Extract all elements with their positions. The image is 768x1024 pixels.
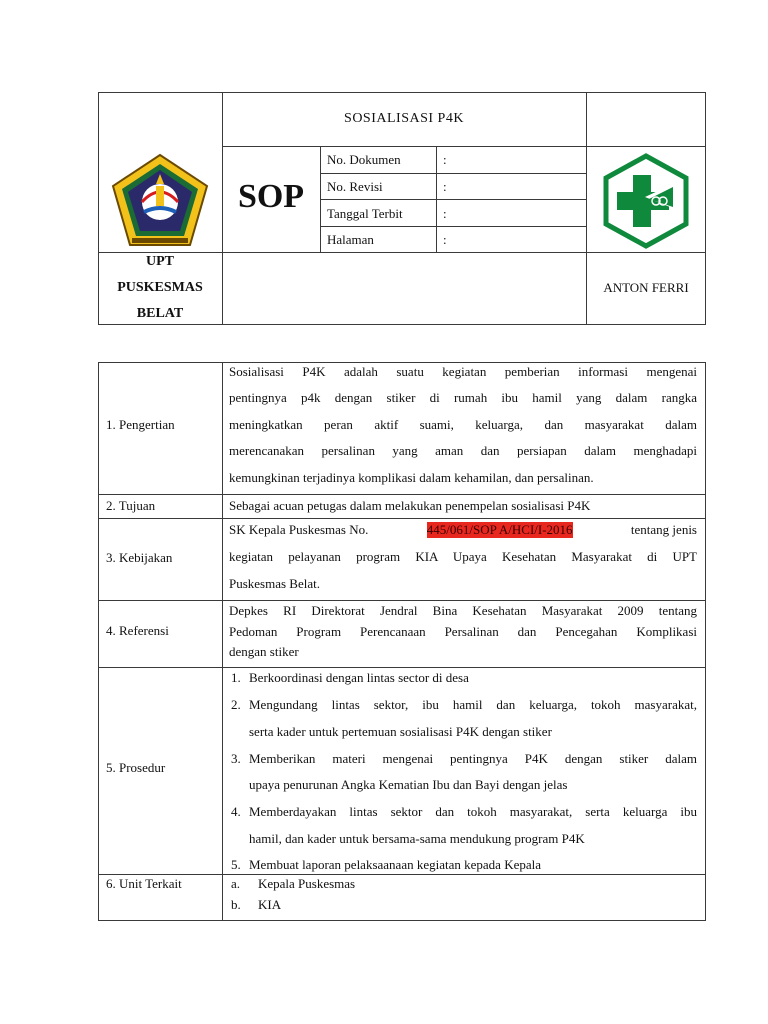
step-text: Berkoordinasi dengan lintas sector di desa: [249, 670, 469, 685]
meta-label-no-revisi: No. Revisi: [327, 179, 383, 194]
step-number: 4.: [231, 804, 241, 819]
item-letter: b.: [231, 897, 241, 912]
section-label-tujuan: 2. Tujuan: [106, 498, 156, 513]
meta-sep: :: [443, 152, 447, 167]
text-line: dengan stiker: [229, 644, 299, 659]
sk-suffix: tentang jenis: [630, 522, 697, 537]
step-number: 5.: [231, 857, 241, 872]
text-line: Pedoman Program Perencanaan Persalinan dan Pencegahan Komplikasi: [229, 624, 697, 639]
meta-sep: :: [443, 232, 447, 247]
signatory-name: ANTON FERRI: [603, 280, 689, 295]
meta-label-tanggal-terbit: Tanggal Terbit: [327, 206, 403, 221]
tujuan-text: Sebagai acuan petugas dalam melakukan penempelan sosialisasi P4K: [229, 498, 591, 513]
sk-number-highlight: 445/061/SOP A/HCI/I-2016: [426, 522, 573, 537]
text-line: Depkes RI Direktorat Jendral Bina Kesehatan Masyarakat 2009 tentang: [229, 603, 697, 618]
step-text: Memberdayakan lintas sektor dan tokoh masyarakat, serta keluarga ibu: [249, 804, 697, 819]
step-number: 2.: [231, 697, 241, 712]
meta-sep: :: [443, 179, 447, 194]
regency-emblem-icon: [110, 152, 210, 248]
unit-name-line: BELAT: [136, 306, 184, 321]
step-text: Mengundang lintas sektor, ibu hamil dan keluarga, tokoh masyarakat,: [249, 697, 697, 712]
step-number: 1.: [231, 670, 241, 685]
step-text: Membuat laporan pelaksaanaan kegiatan kepada Kepala: [249, 857, 541, 872]
unit-name-line: PUSKESMAS: [117, 280, 203, 295]
text-line: merencanakan persalinan yang aman dan persiapan dalam menghadapi: [229, 443, 697, 458]
item-text: KIA: [258, 897, 282, 912]
unit-name-line: UPT: [146, 254, 174, 269]
step-text-cont: hamil, dan kader untuk bersama-sama mendukung program P4K: [249, 831, 585, 846]
step-text-cont: serta kader untuk pertemuan sosialisasi P4K dengan stiker: [249, 724, 552, 739]
item-text: Kepala Puskesmas: [258, 876, 356, 891]
meta-label-no-dokumen: No. Dokumen: [327, 152, 401, 167]
section-label-unit-terkait: 6. Unit Terkait: [106, 876, 182, 891]
meta-sep: :: [443, 206, 447, 221]
section-label-referensi: 4. Referensi: [106, 623, 169, 638]
text-line: meningkatkan peran aktif suami, keluarga, dan masyarakat dalam: [229, 417, 697, 432]
step-text-cont: upaya penurunan Angka Kematian Ibu dan Bayi dengan jelas: [249, 777, 568, 792]
text-line: Sosialisasi P4K adalah suatu kegiatan pemberian informasi mengenai: [229, 364, 697, 379]
step-text: Memberikan materi mengenai pentingnya P4K dengan stiker dalam: [249, 751, 697, 766]
section-label-pengertian: 1. Pengertian: [106, 417, 175, 432]
kebijakan-line-1: [229, 522, 697, 538]
document-title: SOSIALISASI P4K: [344, 111, 464, 126]
step-number: 3.: [231, 751, 241, 766]
sop-label: SOP: [237, 178, 305, 215]
section-label-prosedur: 5. Prosedur: [106, 760, 166, 775]
text-line: kemungkinan terjadinya komplikasi dalam kehamilan, dan persalinan.: [229, 470, 594, 485]
meta-label-halaman: Halaman: [327, 232, 374, 247]
puskesmas-cross-icon: [603, 153, 689, 249]
section-label-kebijakan: 3. Kebijakan: [106, 550, 173, 565]
text-line: pentingnya p4k dengan stiker di rumah ibu hamil yang dalam rangka: [229, 390, 697, 405]
item-letter: a.: [231, 876, 241, 891]
text-line: Puskesmas Belat.: [229, 576, 320, 591]
text-line: kegiatan pelayanan program KIA Upaya Kesehatan Masyarakat di UPT: [229, 549, 697, 564]
sk-prefix: SK Kepala Puskesmas No.: [229, 522, 369, 537]
